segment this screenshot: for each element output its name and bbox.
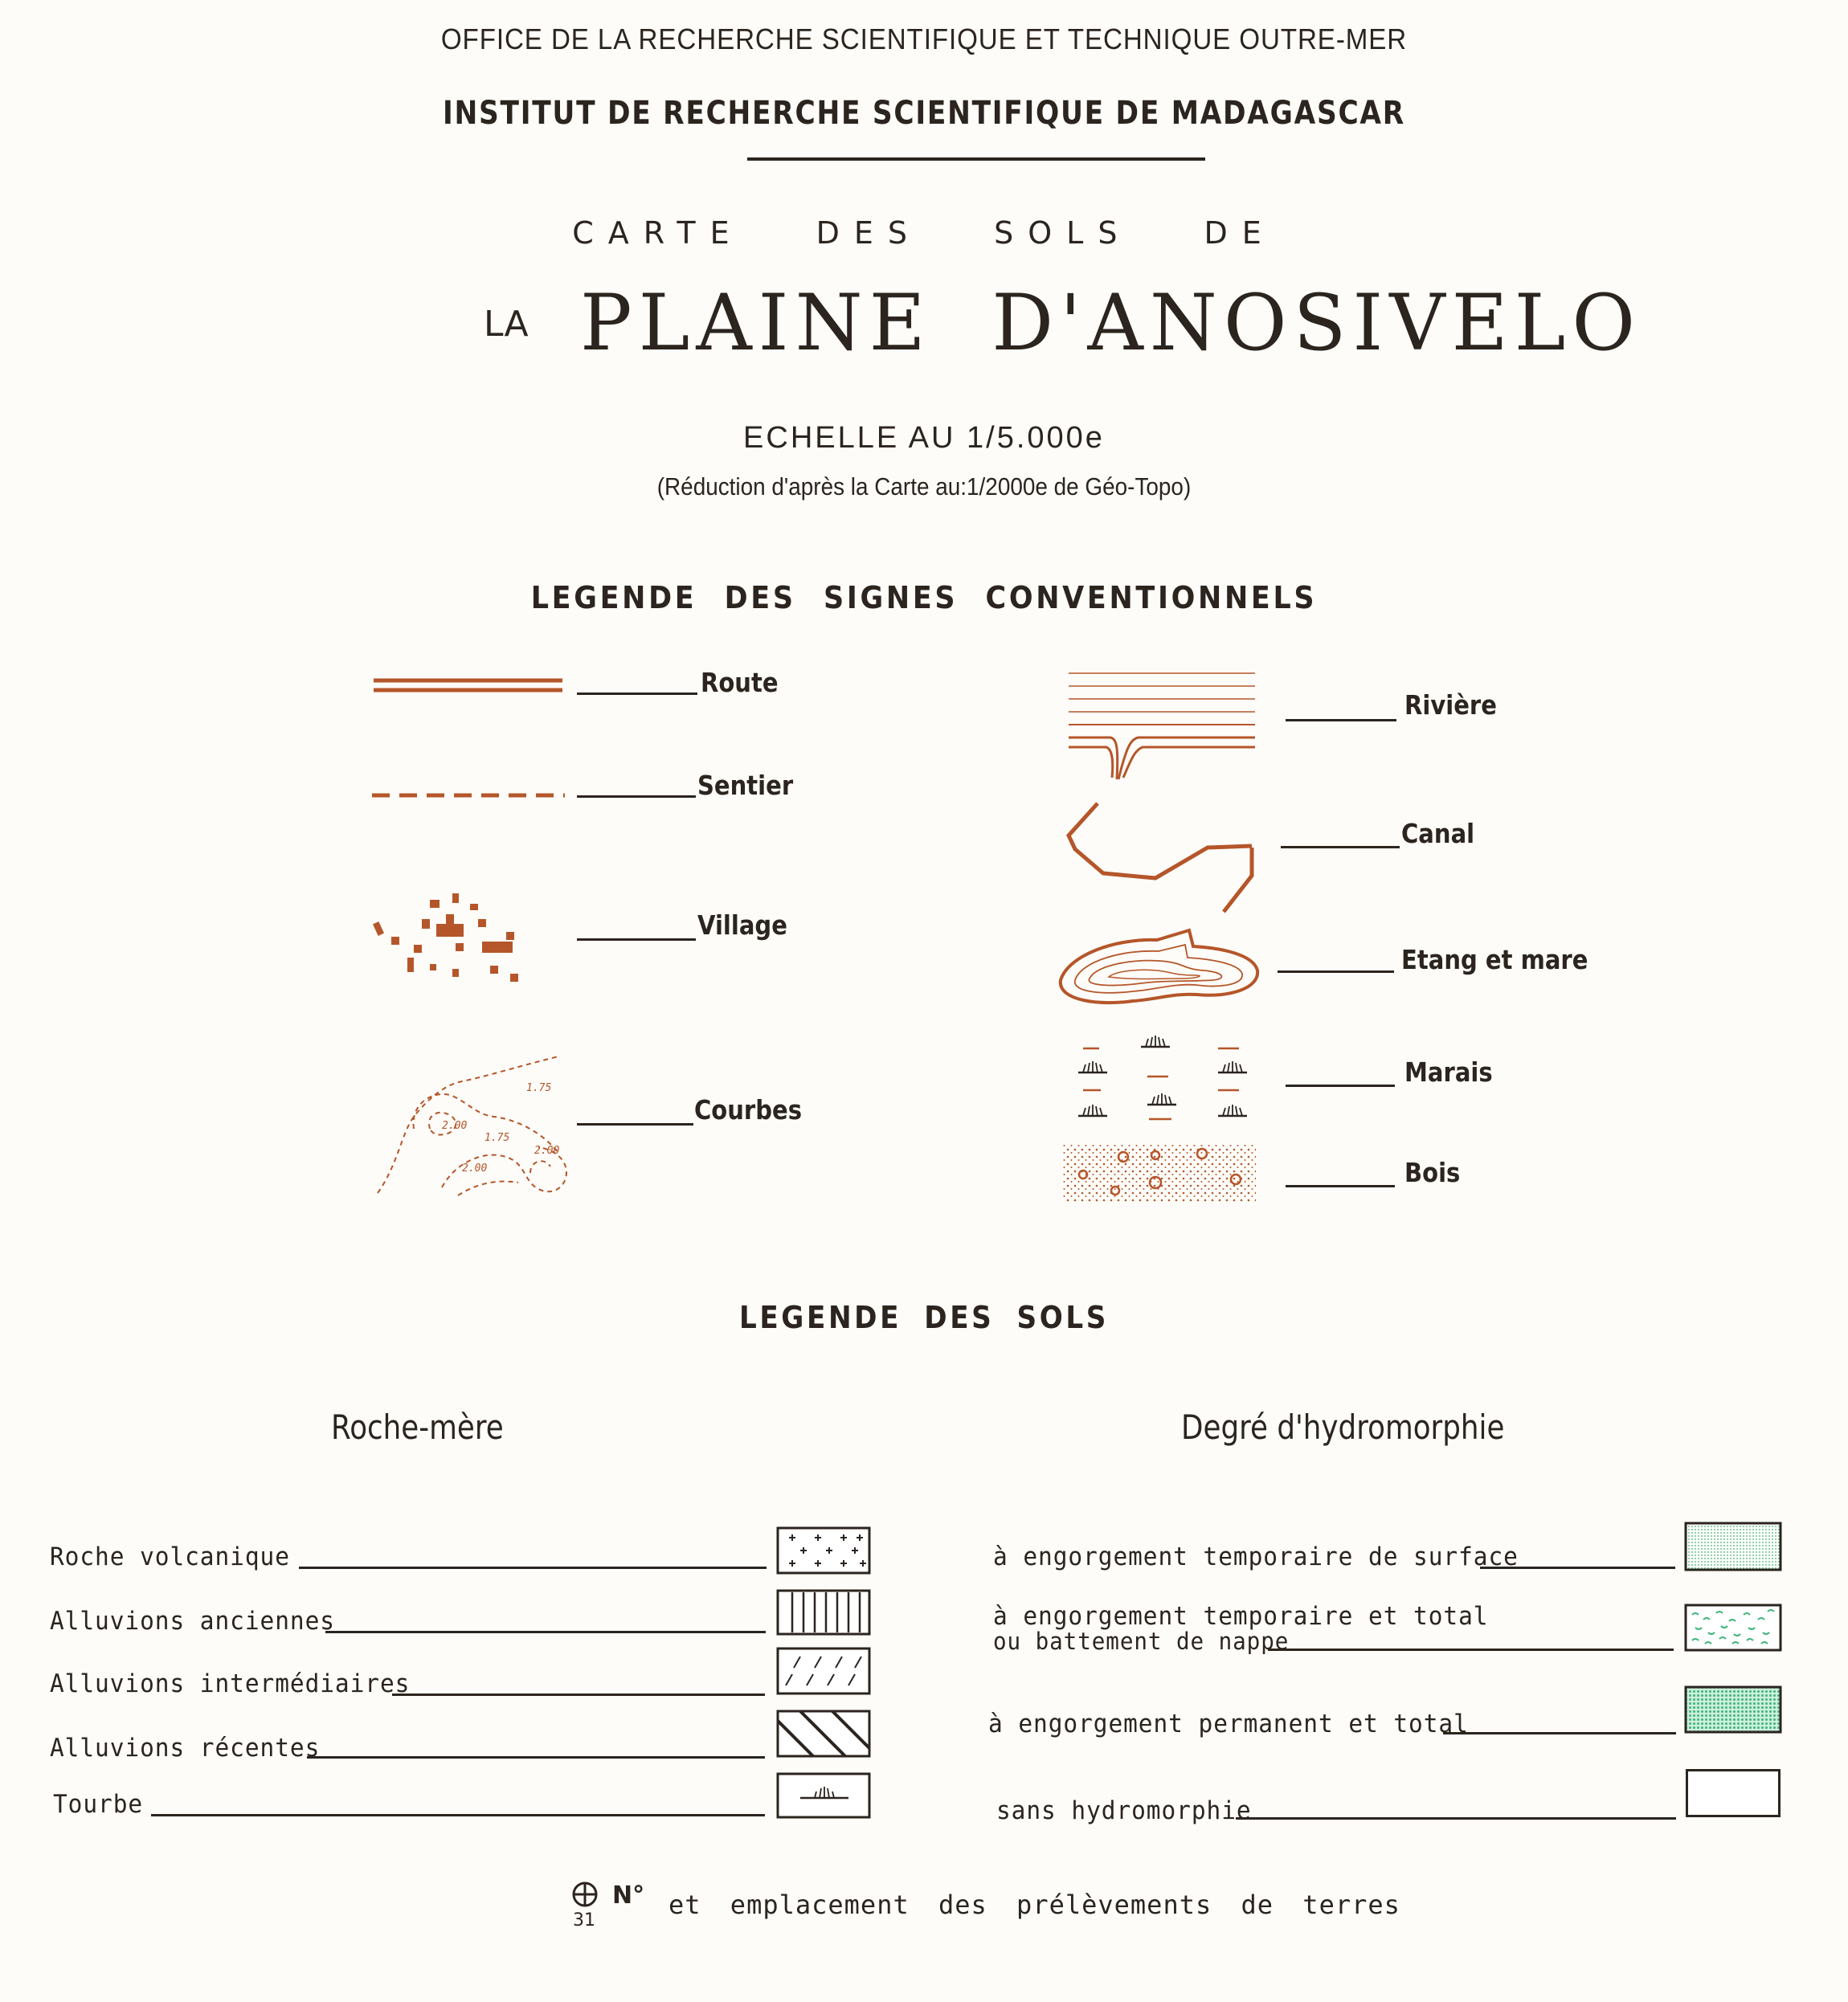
rock-leader [151,1814,765,1816]
sign-label-bois: Bois [1404,1157,1461,1188]
contour-value: 1.75 [484,1132,510,1144]
map-title: PLAINE D'ANOSIVELO [580,278,1642,368]
swatch-alluvions-anciennes [776,1589,873,1637]
conventional-signs-heading: LEGENDE DES SIGNES CONVENTIONNELS [530,580,1318,615]
organization-title: OFFICE DE LA RECHERCHE SCIENTIFIQUE ET TECHNIQUE OUTRE-MER [440,22,1408,55]
hydro-label-temporaire-total: à engorgement temporaire et total [993,1602,1489,1631]
sign-label-riviere: Rivière [1404,689,1497,721]
bois-leader [1286,1185,1395,1187]
hydro-label-battement: ou battement de nappe [993,1628,1290,1655]
rock-leader [325,1631,766,1633]
hydro-label-permanent-total: à engorgement permanent et total [988,1710,1469,1738]
etang-symbol [1053,922,1269,1011]
contour-value: 2.00 [442,1120,468,1132]
river-symbol [1062,667,1263,787]
sample-point-icon [569,1878,601,1910]
rock-leader [299,1567,767,1569]
hydromorphy-heading: Degré d'hydromorphie [1181,1408,1505,1447]
map-kind: CARTE DES SOLS DE [572,215,1276,251]
contour-symbol [366,1052,583,1201]
hydro-label-sans: sans hydromorphie [996,1796,1252,1825]
title-article: LA [484,304,529,345]
contour-value: 2.00 [462,1162,488,1175]
marais-symbol [1061,1032,1278,1129]
route-symbol [366,671,574,703]
hydro-leader [1443,1732,1676,1734]
reduction-note: (Réduction d'après la Carte au:1/2000e de Géo-Topo) [656,472,1192,500]
soils-heading: LEGENDE DES SOLS [738,1300,1110,1335]
swatch-hydro-sans [1686,1769,1781,1817]
sign-label-marais: Marais [1404,1056,1493,1088]
hydro-leader [1236,1817,1676,1820]
map-scale: ECHELLE AU 1/5.000e [743,421,1105,455]
rock-leader [392,1694,765,1696]
contour-value: 2.00 [534,1145,560,1157]
sample-no-label: N° [612,1881,645,1910]
sentier-symbol [366,783,574,807]
sign-label-sentier: Sentier [697,770,794,801]
header-rule [747,157,1205,161]
swatch-hydro-permanent-total [1684,1685,1784,1735]
hydro-leader [1268,1649,1674,1651]
courbes-leader [577,1123,693,1126]
canal-symbol [1059,799,1276,924]
rock-label-tourbe: Tourbe [53,1790,144,1819]
riviere-leader [1286,719,1396,721]
bois-symbol [1059,1141,1268,1209]
sample-note-text: et emplacement des prélèvements de terres [668,1890,1400,1920]
village-leader [577,938,696,941]
village-symbol [366,884,542,988]
marais-leader [1286,1085,1395,1087]
institute-title: INSTITUT DE RECHERCHE SCIENTIFIQUE DE MADAGASCAR [443,95,1405,132]
sign-label-courbes: Courbes [694,1094,803,1126]
sign-label-canal: Canal [1401,818,1475,849]
sign-label-route: Route [701,667,779,698]
sign-label-etang: Etang et mare [1401,944,1588,975]
hydro-leader [1480,1567,1675,1569]
sample-number: 31 [573,1910,595,1930]
swatch-tourbe [776,1772,873,1820]
parent-rock-heading: Roche-mère [331,1408,504,1447]
swatch-hydro-temporaire-total [1684,1604,1784,1653]
sign-label-village: Village [697,909,787,941]
swatch-hydro-temporaire-surface [1684,1522,1784,1573]
rock-label-intermediaires: Alluvions intermédiaires [50,1669,411,1698]
canal-leader [1281,846,1400,848]
swatch-alluvions-intermediaires [776,1647,873,1697]
swatch-roche-volcanique [776,1526,873,1576]
rock-leader [307,1756,765,1759]
rock-label-volcanique: Roche volcanique [50,1542,290,1571]
swatch-alluvions-recentes [776,1710,873,1759]
rock-label-recentes: Alluvions récentes [50,1734,321,1763]
etang-leader [1278,970,1394,973]
hydro-label-temporaire-surface: à engorgement temporaire de surface [993,1542,1519,1571]
contour-value: 1.75 [526,1082,552,1094]
rock-label-anciennes: Alluvions anciennes [50,1607,335,1636]
route-leader [577,693,697,695]
sentier-leader [577,795,696,798]
